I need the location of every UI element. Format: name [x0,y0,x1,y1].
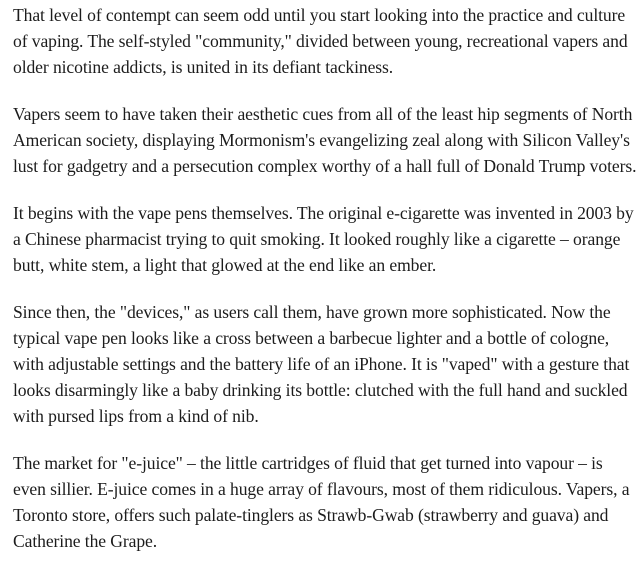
paragraph-devices: Since then, the "devices," as users call them, have grown more sophisticated. Now the typical vape pen looks like a cross between a barbecue lighter and a bottle of cologne, with adjustable settings and the battery life of an iPhone. It is "vaped" with a gesture that looks disarmingly like a baby drinking its bottle: clutched with the full hand and suckled with pursed lips from a kind of nib. [13,302,630,426]
paragraph-aesthetic: Vapers seem to have taken their aesthetic cues from all of the least hip segments of North American society, displaying Mormonism's evangelizing zeal along with Silicon Valley's lust for gadgetry and a persecution complex worthy of a hall full of Donald Trump voters. [13,104,636,176]
paragraph-vape-pens: It begins with the vape pens themselves. The original e-cigarette was invented in 2003 by a Chinese pharmacist trying to quit smoking. It looked roughly like a cigarette – orange butt, white stem, a light that glowed at the end like an ember. [13,203,634,275]
article-body [13,2,636,554]
paragraph-e-juice: The market for "e-juice" – the little cartridges of fluid that get turned into vapour – is even sillier. E-juice comes in a huge array of flavours, most of them ridiculous. Vapers, a Toronto store, offers such palate-tinglers as Strawb-Gwab (strawberry and guava) and Catherine the Grape. [13,453,630,551]
paragraph-contempt: That level of contempt can seem odd until you start looking into the practice and culture of vaping. The self-styled "community," divided between young, recreational vapers and older nicotine addicts, is united in its defiant tackiness. [13,5,628,77]
